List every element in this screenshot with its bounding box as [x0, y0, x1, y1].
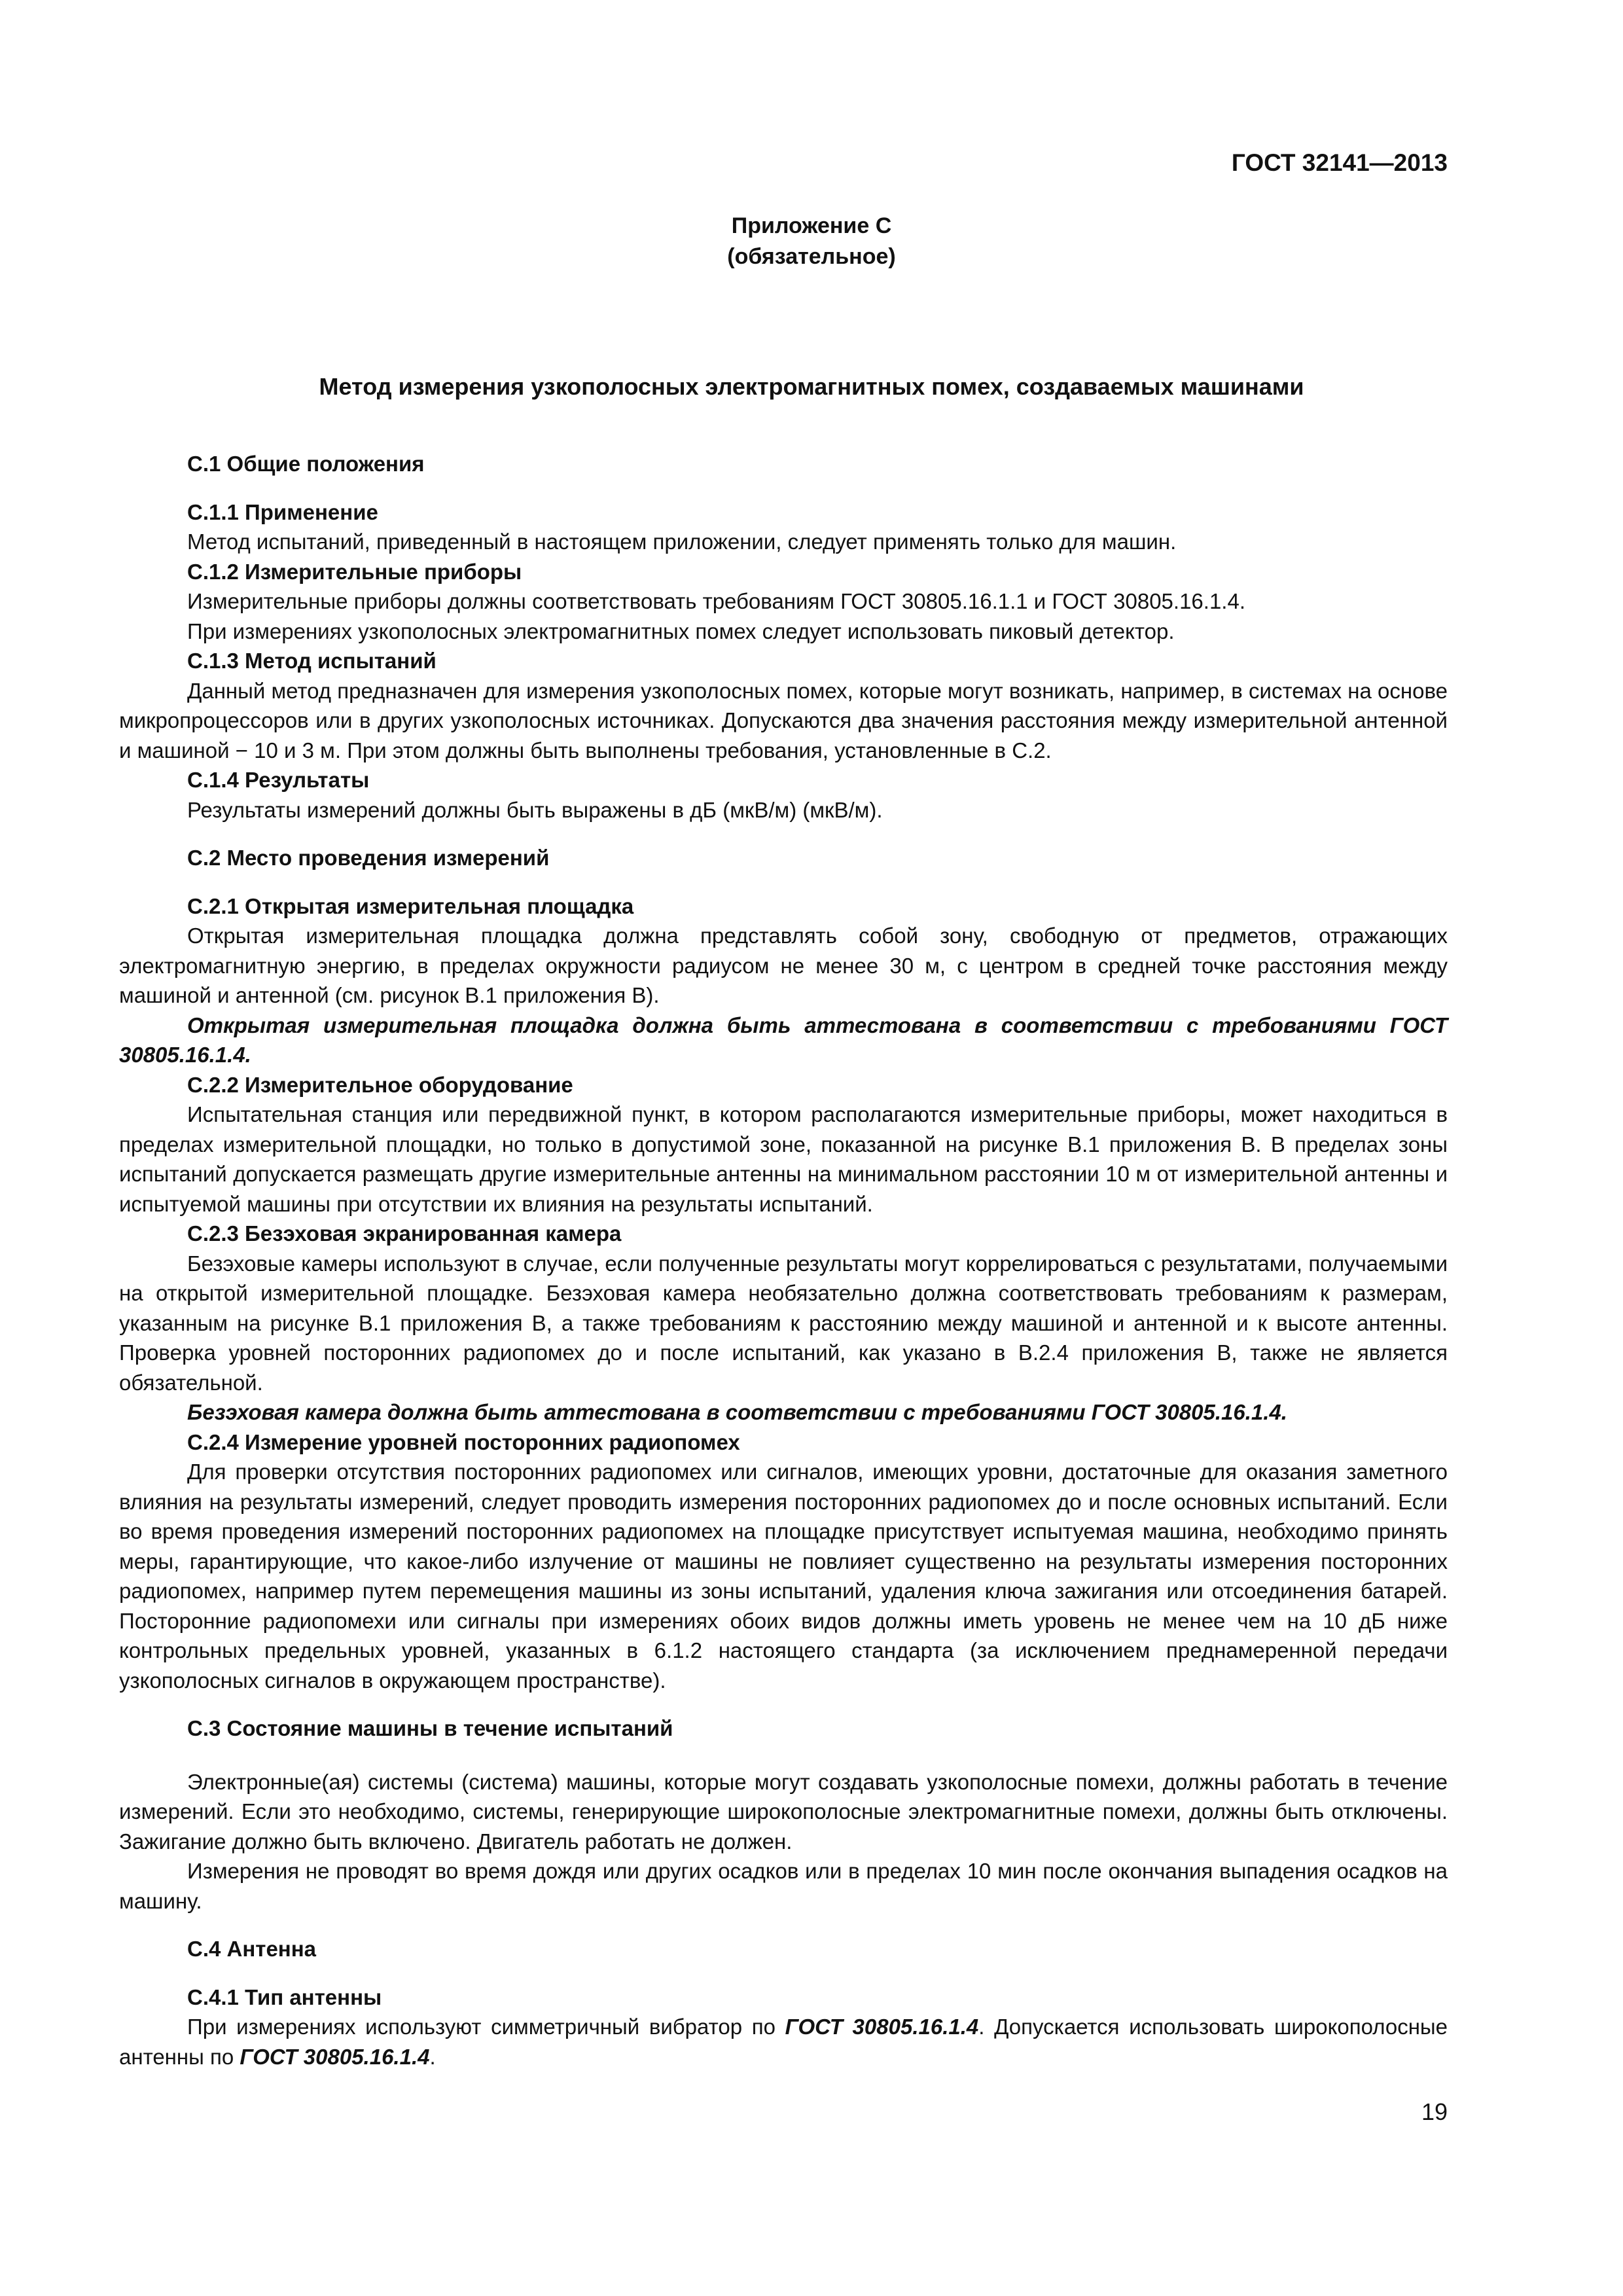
paragraph: Испытательная станция или передвижной пункт, в котором располагаются измерительные приборы, может находиться в пределах измерительной площадки, но только в допустимой зоне, показанной на рисунке В.1 приложения В. В пределах зоны испытаний допускается размещать другие измерительные антенны на минимальном расстоянии 10 м от измерительной антенны и испытуемой машины при отсутствии их влияния на результаты испытаний.: [119, 1102, 1448, 1216]
text-run: При измерениях используют симметричный вибратор по: [187, 2015, 785, 2039]
section-heading-c2-2: С.2.2 Измерительное оборудование: [187, 1072, 573, 1097]
section-heading-c1-1: С.1.1 Применение: [187, 499, 378, 524]
section-heading-c1-4: С.1.4 Результаты: [187, 768, 370, 792]
page-number: 19: [1421, 2098, 1448, 2125]
paragraph: Электронные(ая) системы (система) машины, которые могут создавать узкополосные помехи, должны работать в течение измерений. Если это необходимо, системы, генерирующие широкополосные электромагнитные помехи, должны быть отключены. Зажигание должно быть включено. Двигатель работать не должен.: [119, 1769, 1448, 1854]
text-run: . Допускается использовать широкополосные антенны по: [119, 2015, 1448, 2069]
paragraph-emphasis: Безэховая камера должна быть аттестована в соответствии с требованиями ГОСТ 30805.16.1.4.: [187, 1400, 1287, 1424]
section-heading-c3: С.3 Состояние машины в течение испытаний: [187, 1716, 673, 1740]
section-heading-c2-4: С.2.4 Измерение уровней посторонних радиопомех: [187, 1429, 740, 1454]
section-heading-c4-1: С.4.1 Тип антенны: [187, 1984, 382, 2009]
paragraph: Данный метод предназначен для измерения узкополосных помех, которые могут возникать, например, в системах на основе микропроцессоров или в других узкополосных источниках. Допускаются два значения расстояния между измерительной антенной и машиной − 10 и 3 м. При этом должны быть выполнены требования, установленные в С.2.: [119, 678, 1448, 762]
document-body: [119, 449, 1448, 2072]
annex-heading: [0, 211, 1623, 272]
standard-header: ГОСТ 32141—2013: [1231, 149, 1448, 176]
section-heading-c4: С.4 Антенна: [187, 1937, 317, 1961]
paragraph: Измерения не проводят во время дождя или других осадков или в пределах 10 мин после окончания выпадения осадков на машину.: [119, 1859, 1448, 1913]
section-heading-c2: С.2 Место проведения измерений: [187, 846, 550, 870]
section-heading-c2-3: С.2.3 Безэховая экранированная камера: [187, 1221, 622, 1246]
standard-reference: ГОСТ 30805.16.1.4: [240, 2044, 430, 2069]
paragraph-emphasis: Открытая измерительная площадка должна быть аттестована в соответствии с требованиями ГОСТ 30805.16.1.4.: [119, 1013, 1448, 1067]
annex-status: (обязательное): [727, 244, 896, 269]
text-run: .: [429, 2044, 436, 2069]
annex-title: Приложение С: [731, 213, 892, 238]
section-heading-c1-2: С.1.2 Измерительные приборы: [187, 559, 522, 584]
standard-reference: ГОСТ 30805.16.1.4: [785, 2015, 979, 2039]
document-title: Метод измерения узкополосных электромагнитных помех, создаваемых машинами: [319, 373, 1304, 400]
paragraph: Результаты измерений должны быть выражены в дБ (мкВ/м) (мкВ/м).: [187, 797, 883, 822]
section-heading-c1: С.1 Общие положения: [187, 452, 425, 476]
paragraph: При измерениях узкополосных электромагнитных помех следует использовать пиковый детектор.: [187, 619, 1175, 643]
paragraph: Безэховые камеры используют в случае, если полученные результаты могут коррелироваться с результатами, получаемыми на открытой измерительной площадке. Безэховая камера необязательно должна соответствовать требованиям к размерам, указанным на рисунке В.1 приложения В, а также требованиям к расстоянию между машиной и антенной и к высоте антенны. Проверка уровней посторонних радиопомех до и после испытаний, как указано в В.2.4 приложения В, также не является обязательной.: [119, 1251, 1448, 1395]
paragraph: Измерительные приборы должны соответствовать требованиям ГОСТ 30805.16.1.1 и ГОСТ 30805.16.1.4.: [187, 589, 1245, 613]
paragraph: Для проверки отсутствия посторонних радиопомех или сигналов, имеющих уровни, достаточные для оказания заметного влияния на результаты измерений, следует проводить измерения посторонних радиопомех до и после основных испытаний. Если во время проведения измерений посторонних радиопомех на площадке присутствует испытуемая машина, необходимо принять меры, гарантирующие, что какое-либо излучение от машины не повлияет существенно на результаты измерения посторонних радиопомех, например путем перемещения машины из зоны испытаний, удаления ключа зажигания или отсоединения батарей. Посторонние радиопомехи или сигналы при измерениях обоих видов должны иметь уровень не менее чем на 10 дБ ниже контрольных предельных уровней, указанных в 6.1.2 настоящего стандарта (за исключением преднамеренной передачи узкополосных сигналов в окружающем пространстве).: [119, 1460, 1448, 1693]
section-heading-c1-3: С.1.3 Метод испытаний: [187, 649, 437, 673]
paragraph: Открытая измерительная площадка должна представлять собой зону, свободную от предметов, отражающих электромагнитную энергию, в пределах окружности радиусом не менее 30 м, с центром в средней точке расстояния между машиной и антенной (см. рисунок В.1 приложения В).: [119, 924, 1448, 1007]
section-heading-c2-1: С.2.1 Открытая измерительная площадка: [187, 893, 634, 918]
paragraph: Метод испытаний, приведенный в настоящем приложении, следует применять только для машин.: [187, 529, 1177, 554]
paragraph: [119, 2012, 1448, 2072]
